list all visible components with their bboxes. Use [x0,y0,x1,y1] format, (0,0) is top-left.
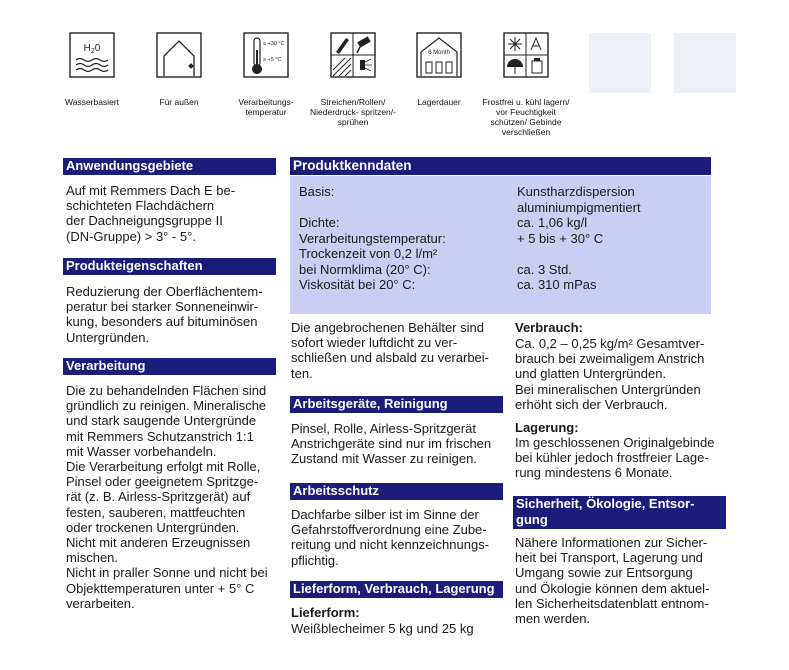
verbrauch-text: Ca. 0,2 – 0,25 kg/m² Gesamtver- brauch bei zweimaligem Anstrich und glatten Untergründen. Bei mineralischen Untergründen erhöht sich der Verbrauch. [515,336,705,412]
storage-time-icon [416,32,462,78]
empty-icon-slot [589,33,651,93]
section-body-produkteigenschaften: Reduzierung der Oberflächentem- peratur bei starker Sonneneinwir- kung, besonders auf bituminösen Untergründen. [66,284,263,345]
product-data-table [290,176,711,314]
icon-caption: Verarbeitungs- temperatur [238,97,294,117]
lagerung-text: Im geschlossenen Originalgebinde bei kühler jedoch frostfreier Lage- rung mindestens 6 Monate. [515,435,715,481]
thermometer-icon [243,32,289,78]
icon-caption: Streichen/Rollen/ Niederdruck- spritzen/-sprühen [310,97,396,127]
section-header-sicherheit: Sicherheit, Ökologie, Entsor- gung [513,496,726,529]
svg-text:6 Month: 6 Month [428,50,450,56]
lieferform-text: Weißblecheimer 5 kg und 25 kg [291,621,474,636]
section-header-produktkenndaten: Produktkenndaten [290,157,711,175]
brush-roller-spray-icon [330,32,376,78]
frost-free-storage-icon [503,32,549,78]
section-body-verarbeitung: Die zu behandelnden Flächen sind gründlich zu reinigen. Mineralische und stark saugende Untergründe mit Remmers Schutzanstrich 1:1 mit Wasser vorbehandeln. Die Verarbeitung erfolgt mit Rolle, Pinsel oder geeignetem Spritzge- rät (z. B. Airless-Spritzgerät) auf festen, sauberen, mattfeuchten oder trockenen Untergründen. Nicht mit anderen Erzeugnissen mischen. Nicht in praller Sonne und nicht bei Objekttemperaturen unter + 5° C verarbeiten. [66,383,268,611]
section-header-verarbeitung: Verarbeitung [63,358,276,375]
section-header-arbeitsgeraete: Arbeitsgeräte, Reinigung [290,396,503,413]
section-body-sicherheit: Nähere Informationen zur Sicher- heit bei Transport, Lagerung und Umgang sowie zur Entsorgung und Ökologie können dem aktuel- len Sicherheitsdatenblatt entnom- men werden. [515,535,710,627]
subheading-lieferform: Lieferform: [291,605,360,620]
section-body-arbeitsgeraete: Pinsel, Rolle, Airless-Spritzgerät Anstrichgeräte sind nur im frischen Zustand mit Wasser zu reinigen. [291,421,492,467]
icon-caption: Wasserbasiert [64,97,119,107]
product-data-labels: Basis: Dichte: Verarbeitungstemperatur: Trockenzeit von 0,2 l/m² bei Normklima (20° C): Viskosität bei 20° C: [299,184,446,292]
subheading-lagerung: Lagerung: [515,420,579,435]
section-header-anwendungsgebiete: Anwendungsgebiete [63,158,276,175]
empty-icon-slot [674,33,736,93]
product-data-values: Kunstharzdispersion aluminiumpigmentiert ca. 1,06 kg/l + 5 bis + 30° C ca. 3 Std. ca. 310 mPas [517,184,641,292]
svg-text:H20: $H_20$ [83,43,101,55]
exterior-house-icon [156,32,202,78]
section-header-lieferform: Lieferform, Verbrauch, Lagerung [290,581,503,598]
section-header-produkteigenschaften: Produkteigenschaften [63,258,276,275]
svg-text:≥ +5 °C: ≥ +5 °C [263,57,282,63]
icon-caption: Frostfrei u. kühl lagern/ vor Feuchtigkeit schützen/ Gebinde verschließen [482,97,570,137]
icon-caption: Lagerdauer [417,97,461,107]
svg-text:≤ +30 °C: ≤ +30 °C [263,41,285,47]
container-closing-note: Die angebrochenen Behälter sind sofort wieder luftdicht zu ver- schließen und alsbald zu verarbei- ten. [291,320,489,381]
section-header-arbeitsschutz: Arbeitsschutz [290,483,503,500]
section-body-anwendungsgebiete: Auf mit Remmers Dach E be- schichteten Flachdächern der Dachneigungsgruppe II (DN-Gruppe) > 3° - 5°. [66,183,236,244]
subheading-verbrauch: Verbrauch: [515,320,583,335]
section-body-arbeitsschutz: Dachfarbe silber ist im Sinne der Gefahrstoffverordnung eine Zube- reitung und nicht kennzeichnungs- pflichtig. [291,507,490,568]
icon-caption: Für außen [159,97,199,107]
water-based-icon [69,32,115,78]
